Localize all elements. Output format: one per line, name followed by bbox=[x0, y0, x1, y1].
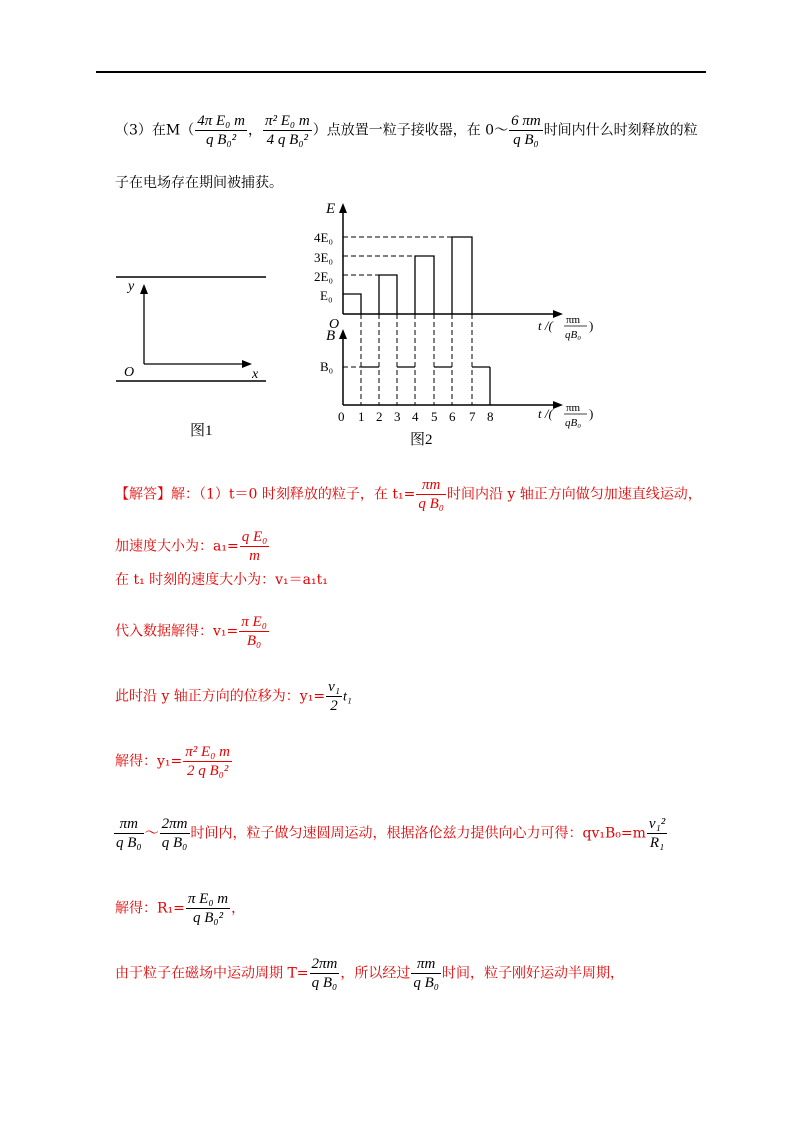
solution-l1-fraction bbox=[416, 476, 446, 513]
point-y-fraction bbox=[263, 112, 312, 149]
question-comma: ， bbox=[247, 122, 262, 139]
figure-2 bbox=[300, 196, 610, 452]
l9-f2-den: q B₀ bbox=[413, 975, 440, 991]
fig2-x-tick-2: 2 bbox=[376, 409, 383, 424]
l6-num: π² E₀ m bbox=[185, 744, 230, 760]
question-part-label: （3）在M（ bbox=[115, 122, 195, 139]
fig2-e-t-label: t /( bbox=[538, 318, 553, 333]
fig2-e-tick-2e0: 2E₀ bbox=[314, 269, 333, 284]
solution-l7-sep: ～ bbox=[144, 825, 159, 842]
l9-f1-den: q B₀ bbox=[311, 975, 338, 991]
solution-l5-b: t₁ bbox=[342, 689, 352, 705]
solution-l5-fraction bbox=[326, 678, 342, 715]
fig1-y-label: y bbox=[128, 279, 135, 294]
point-x-fraction bbox=[195, 112, 247, 149]
fig2-b-axis-arrow bbox=[339, 329, 347, 339]
solution-l1-b: 时间内沿 y 轴正方向做匀加速直线运动， bbox=[446, 486, 702, 503]
time-num: 6 πm bbox=[511, 113, 541, 129]
solution-l9-fraction-1 bbox=[310, 955, 340, 992]
point-x-den: q B₀² bbox=[206, 132, 237, 148]
solution-l2-fraction bbox=[240, 528, 270, 565]
solution-l4-a: 代入数据解得：v₁= bbox=[115, 623, 239, 640]
fig1-x-arrow bbox=[242, 360, 252, 368]
solution-l8-b: ， bbox=[231, 900, 246, 917]
time-fraction bbox=[509, 112, 543, 149]
fig2-e-time-arrow bbox=[553, 310, 563, 318]
fig2-b-tick-b0: B₀ bbox=[320, 359, 334, 374]
fig1-caption: 图1 bbox=[190, 423, 213, 439]
fig2-b-time-arrow bbox=[553, 401, 563, 409]
fig2-b-label: B bbox=[326, 328, 336, 344]
solution-l2-a: 加速度大小为：a₁= bbox=[115, 538, 239, 555]
fig1-y-arrow bbox=[140, 284, 148, 294]
l9-f1-num: 2πm bbox=[311, 956, 338, 972]
l7-f2-den: q B₀ bbox=[161, 835, 188, 851]
solution-l5-a: 此时沿 y 轴正方向的位移为：y₁= bbox=[115, 688, 326, 705]
point-y-num: π² E₀ m bbox=[264, 113, 310, 129]
solution-l1-a: 解：（1）t＝0 时刻释放的粒子，在 t₁= bbox=[171, 486, 416, 503]
l7-f1-num: πm bbox=[114, 815, 144, 834]
fig2-b-origin: 0 bbox=[338, 409, 345, 424]
fig2-b-t-close: ) bbox=[589, 406, 594, 421]
solution-line-1 bbox=[115, 476, 702, 513]
l4-den: B₀ bbox=[246, 633, 262, 649]
solution-l9-c: 时间，粒子刚好运动半周期， bbox=[442, 965, 625, 982]
l7-f3-num: v₁² bbox=[648, 816, 666, 832]
l4-num: π E₀ bbox=[241, 614, 267, 630]
fig2-e-pulse-2 bbox=[379, 275, 397, 314]
solution-l7-b: 时间内，粒子做匀速圆周运动，根据洛伦兹力提供向心力可得：qv₁B₀=m bbox=[190, 825, 646, 842]
solution-l9-a: 由于粒子在磁场中运动周期 T= bbox=[115, 965, 309, 982]
l9-f2-num: πm bbox=[411, 955, 441, 974]
solution-l9-fraction-2 bbox=[411, 955, 441, 992]
fig2-e-t-unit-den: qB₀ bbox=[565, 329, 582, 341]
l7-f2-num: 2πm bbox=[161, 816, 188, 832]
solution-line-2 bbox=[115, 528, 270, 565]
fig2-caption: 图2 bbox=[410, 432, 433, 448]
question-after-point: ）点放置一粒子接收器，在 0～ bbox=[312, 122, 509, 139]
l1-num: πm bbox=[416, 476, 446, 495]
fig2-b-t-label: t /( bbox=[538, 406, 553, 421]
solution-tag: 【解答】 bbox=[115, 486, 171, 503]
l8-num: π E₀ m bbox=[187, 891, 229, 907]
solution-l4-fraction bbox=[239, 613, 269, 650]
solution-line-6 bbox=[115, 743, 233, 780]
figure-1 bbox=[110, 268, 270, 448]
fig2-e-label: E bbox=[326, 201, 336, 217]
fig2-e-tick-3e0: 3E₀ bbox=[314, 250, 333, 265]
solution-l6-a: 解得：y₁= bbox=[115, 753, 183, 770]
solution-line-7 bbox=[113, 815, 668, 852]
solution-l9-b: ，所以经过 bbox=[340, 965, 411, 982]
solution-line-5 bbox=[115, 678, 352, 715]
point-y-den: 4 q B₀² bbox=[266, 132, 309, 148]
solution-l7-fraction-2 bbox=[160, 815, 190, 852]
fig1-x-label: x bbox=[252, 367, 259, 382]
header-rule bbox=[96, 71, 706, 73]
fig2-x-tick-7: 7 bbox=[469, 409, 476, 424]
fig2-x-tick-5: 5 bbox=[431, 409, 438, 424]
fig1-origin: O bbox=[124, 365, 135, 380]
question-line-1 bbox=[115, 112, 698, 149]
time-den: q B₀ bbox=[513, 132, 539, 148]
fig2-e-pulse-3 bbox=[415, 256, 434, 314]
l1-den: q B₀ bbox=[418, 496, 444, 512]
point-x-num: 4π E₀ m bbox=[197, 113, 245, 129]
fig2-e-axis-arrow bbox=[339, 203, 347, 213]
question-line-2: 子在电场存在期间被捕获。 bbox=[115, 175, 283, 191]
l6-den: 2 q B₀² bbox=[186, 763, 229, 779]
fig2-e-tick-e0: E₀ bbox=[320, 288, 333, 303]
fig2-e-t-unit-num: πm bbox=[566, 314, 581, 326]
fig2-e-t-close: ) bbox=[589, 318, 594, 333]
fig2-x-tick-3: 3 bbox=[394, 409, 401, 424]
solution-l8-fraction bbox=[186, 890, 230, 927]
question-after-time: 时间内什么时刻释放的粒 bbox=[543, 122, 698, 139]
fig2-e-tick-4e0: 4E₀ bbox=[314, 230, 333, 245]
l2-num: q E₀ bbox=[241, 529, 268, 545]
l7-f3-den: R₁ bbox=[649, 835, 665, 851]
fig2-x-tick-4: 4 bbox=[412, 409, 419, 424]
fig2-b-t-unit-num: πm bbox=[566, 402, 581, 414]
l5-den: 2 bbox=[330, 698, 338, 714]
fig2-x-tick-1: 1 bbox=[358, 409, 365, 424]
l7-f1-den: q B₀ bbox=[116, 835, 142, 851]
solution-line-8 bbox=[115, 890, 245, 927]
fig2-e-origin: O bbox=[329, 317, 340, 332]
solution-line-4 bbox=[115, 613, 270, 650]
l8-den: q B₀² bbox=[192, 910, 224, 926]
solution-line-3: 在 t₁ 时刻的速度大小为：v₁＝a₁t₁ bbox=[115, 572, 328, 588]
fig2-e-pulse-4 bbox=[452, 237, 472, 314]
solution-line-9 bbox=[115, 955, 624, 992]
fig2-x-tick-8: 8 bbox=[487, 409, 494, 424]
solution-l7-fraction-1 bbox=[114, 815, 144, 852]
solution-l6-fraction bbox=[183, 743, 232, 780]
solution-l8-a: 解得：R₁= bbox=[115, 900, 185, 917]
l5-num: v₁ bbox=[328, 679, 340, 695]
l2-den: m bbox=[249, 548, 260, 564]
fig2-b-t-unit-den: qB₀ bbox=[565, 417, 582, 429]
fig2-e-pulse-1 bbox=[343, 294, 361, 314]
fig2-x-tick-6: 6 bbox=[449, 409, 456, 424]
solution-l7-fraction-3 bbox=[647, 815, 667, 852]
